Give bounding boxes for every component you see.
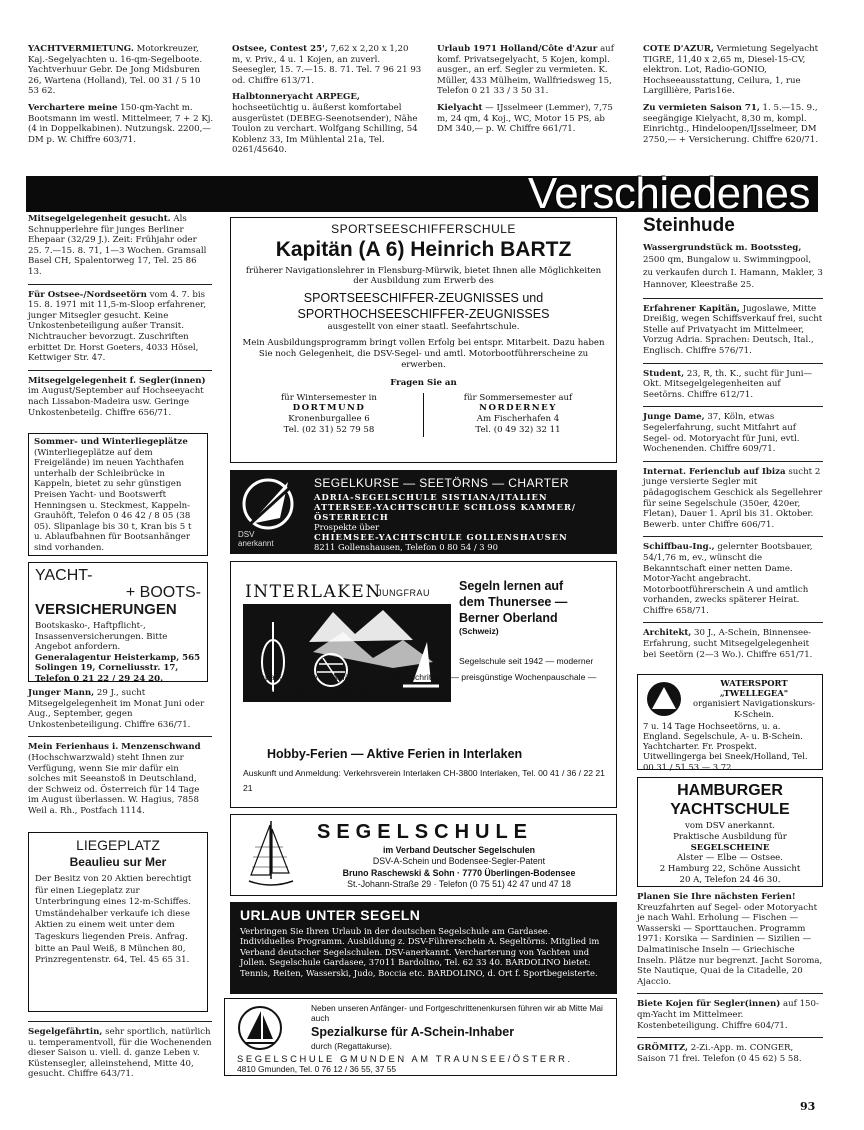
divider bbox=[28, 736, 212, 737]
right-column bbox=[643, 242, 823, 666]
interlaken-ad: INTERLAKEN JUNGFRAU Segeln lernen auf dem Thunersee — Berner Oberland (Schweiz) Segelschule seit 1942 — moderner Bootspark — Kurse für Anfänger und Fortgeschrittene — preisgünstige Wochenpauschale — Bootsvermietung — Bootsführerkurse. Hobby-Ferien — Aktive Ferien in Interlaken Auskunft und Anmeldung: Verkehrsverein Interlaken CH-3800 Interlaken, Tel. 00 41 / 36 / 22 21 21 bbox=[230, 561, 617, 808]
hamburger-yachtschule-ad: HAMBURGER YACHTSCHULE vom DSV anerkannt. Praktische Ausbildung für SEGELSCHEINE Alster — Elbe — Ostsee. 2 Hamburg 22, Schöne Aussicht 20 A, Telefon 24 46 30. bbox=[637, 777, 823, 887]
sail-logo-icon bbox=[240, 474, 302, 532]
triangle-logo-icon bbox=[646, 681, 682, 717]
divider bbox=[637, 993, 823, 994]
urlaub-ad: URLAUB UNTER SEGELN Verbringen Sie Ihren Urlaub in der deutschen Segelschule am Gardasee. Individuelles Programm. Ausbildung z. DSV-Führerschein A. Segeltörns. Mitglied im Verband deutscher Segelschulen. DSV-anerkannt. Vercharterung von Yachten und Jollen. Segelschule Gardasee, 37011 Bardolino, Tel. 62 33 40. BARDOLINO bietet: Tennis, Reiten, Wasserski, Judo, Boccia etc. BARDOLINO, d. Ort f. Sportbegeisterte. bbox=[230, 902, 617, 994]
ad-heading: HAMBURGER bbox=[677, 782, 783, 799]
classified-ad: Junger Mann, 29 J., sucht Mitsegelgelegenheit im Monat Juni oder Aug., September, gegen Unkostenbeteiligung. Chiffre 636/71. bbox=[28, 688, 205, 730]
ad-heading: SEGELSCHULE bbox=[317, 821, 534, 843]
classified-ad: Für Ostsee-/Nordseetörn vom 4. 7. bis 15. 8. 1971 mit 11,5-m-Sloop erfahrener, junger Mitsegler gesucht. Keine Unkostenbeteiligung außer Transit. Nichtraucher bevorzugt. Zuschriften erbittet Dr. Horst Goeters, 4033 Hösel, Kettwiger Str. 47. bbox=[28, 289, 207, 364]
divider bbox=[28, 370, 212, 371]
school-name: SEGELSCHULE GMUNDEN AM TRAUNSEE/ÖSTERR. bbox=[237, 1053, 573, 1064]
adria-ad: DSV anerkannt SEGELKURSE — SEETÖRNS — CHARTER ADRIA-SEGELSCHULE SISTIANA/ITALIEN ATTERSEE-YACHTSCHULE SCHLOSS KAMMER/ ÖSTERREICH Prospekte über CHIEMSEE-YACHTSCHULE GOLLENSHAUSEN 8211 Gollenshausen, Telefon 0 80 54 / 3 90 bbox=[230, 470, 617, 554]
liegeplaetze-ad: Sommer- und Winterliegeplätze (Winterliegeplätze auf dem Freigelände) im neuen Yachthafen unterhalb der Schleibrücke in Kappeln, bietet zu sehr günstigen Preisen Yacht- und Bootswerft Henningsen u. Steckmest, Kappeln-Grauhöft, Telefon 0 46 42 / 8 05 (38 05). Slipanlage bis 30 t, Kran bis 5 t u. Ablaufbahnen für Bootsanhänger sind vorhanden. bbox=[28, 433, 208, 556]
watersport-ad: WATERSPORT „TWELLEGEA" organisiert Navigationskurs-K-Schein. 7 u. 14 Tage Hochseetörns, u. a. England. Segelschule, A- u. B-Schein. Yachtcharter. Fr. Prospekt. Uitwellingerga bei Sneek/Holland, Tel. 00 31 / 51 53 — 3 72. bbox=[637, 674, 823, 770]
page-number: 93 bbox=[800, 1100, 816, 1113]
ad-heading: URLAUB UNTER SEGELN bbox=[240, 907, 421, 923]
classified-ad: Zu vermieten Saison 71, 1. 5.—15. 9., seegängige Kielyacht, 8,30 m, kompl. Einrichtg., Hindeloopen/IJsselmeer, DM 2750,— + Versicherung. Chiffre 620/71. bbox=[643, 102, 819, 145]
sommer-address: für Sommersemester auf NORDERNEY Am Fischerhafen 4 Tel. (0 49 32) 32 11 bbox=[463, 392, 573, 435]
classified-ad: Junge Dame, 37, Köln, etwas Segelerfahrung, sucht Mitfahrt auf Segel- od. Motoryacht für Juni, evtl. Wochenenden. Chiffre 609/71. bbox=[643, 412, 800, 455]
classified-ad: Wassergrundstück m. Bootssteg, 2500 qm, Bungalow u. Swimmingpool, zu verkaufen durch I. Hamann, Makler, 3 Hannover, Kleestraße 25. bbox=[643, 243, 823, 291]
bartz-ad: SPORTSEESCHIFFERSCHULE Kapitän (A 6) Heinrich BARTZ früherer Navigationslehrer in Flensburg-Mürwik, bietet Ihnen alle Möglichkeiten der Ausbildung zum Erwerb des SPORTSEESCHIFFER-ZEUGNISSES und SPORTHOCHSEESCHIFFER-ZEUGNISSES ausgestellt von einer staatl. Seefahrtschule. Mein Ausbildungsprogramm bringt vollen Erfolg bei entspr. Mitarbeit. Dazu haben Sie noch Gelegenheit, die DSV-Segel- und amtl. Motorbootführerscheine zu erwerben. Fragen Sie an für Wintersemester in DORTMUND Kronenburgallee 6 Tel. (02 31) 52 79 58 für Sommersemester auf NORDERNEY Am Fischerhafen 4 Tel. (0 49 32) 32 11 bbox=[230, 217, 617, 463]
section-title: Verschiedenes bbox=[527, 169, 810, 218]
classified-ad: Architekt, 30 J., A-Schein, Binnensee-Erfahrung, sucht Mitsegelgelegenheit bei Seetörn (2—3 Wo.). Chiffre 651/71. bbox=[643, 628, 813, 660]
top-column-2 bbox=[232, 44, 422, 162]
ad-heading: Segeln lernen auf bbox=[459, 579, 564, 593]
classified-ad: Mitsegelgelegenheit f. Segler(innen) im August/September auf Hochseeyacht nach Lissabon-Madeira usw. Geringe Unkostenbeteilg. Chiffre 656/71. bbox=[28, 375, 206, 418]
sailboat-icon bbox=[243, 819, 299, 893]
classified-ad: Mein Ferienhaus i. Menzenschwand (Hochschwarzwald) steht Ihnen zur Verfügung, wenn Sie mir dafür ein solches mit Seeanstoß in Deutschland, der Schweiz od. Österreich für 14 Tage im August überlassen. W. Hagius, 7858 Weil a. Rh., Postfach 1114. bbox=[28, 742, 201, 816]
segelschule-ad: SEGELSCHULE im Verband Deutscher Segelschulen DSV-A-Schein und Bodensee-Segler-Patent Bruno Raschewski & Sohn · 7770 Überlingen-Bodensee St.-Johann-Straße 29 · Telefon (0 75 51) 42 47 und 47 18 bbox=[230, 814, 617, 896]
top-column-3 bbox=[437, 44, 623, 141]
classified-ad: Verchartere meine 150-qm-Yacht m. Bootsmann im westl. Mittelmeer, 7 + 2 Kj. (4 in Doppelkabinen). Nutzungsk. 2200,— DM p. W. Chiffre 603/71. bbox=[28, 102, 214, 145]
classified-ad: Kielyacht — IJsselmeer (Lemmer), 7,75 m, 24 qm, 4 Koj., WC, Motor 15 PS, ab DM 340,— p. W. Chiffre 661/71. bbox=[437, 102, 613, 135]
ad-heading: Hobby-Ferien — Aktive Ferien in Interlaken bbox=[267, 747, 523, 761]
gmunden-ad: Neben unseren Anfänger- und Fortgeschrittenenkursen führen wir ab Mitte Mai auch Spezialkurse für A-Schein-Inhaber durch (Regattakurse). SEGELSCHULE GMUNDEN AM TRAUNSEE/ÖSTERR. 4810 Gmunden, Tel. 0 76 12 / 36 55, 37 55 bbox=[224, 998, 617, 1076]
divider bbox=[637, 1037, 823, 1038]
divider bbox=[643, 461, 823, 462]
left-column-3 bbox=[28, 1018, 212, 1086]
right-column-2 bbox=[637, 892, 823, 1070]
sail-logo-icon bbox=[237, 1005, 283, 1051]
ad-subheading: Beaulieu sur Mer bbox=[69, 855, 167, 869]
top-column-1 bbox=[28, 44, 214, 151]
ad-school-name: SPORTSEESCHIFFERSCHULE bbox=[331, 222, 516, 236]
steinhude-heading: Steinhude bbox=[643, 215, 735, 236]
interlaken-logo: INTERLAKEN bbox=[245, 582, 382, 602]
ad-heading: + BOOTS- bbox=[125, 584, 201, 601]
classified-ad: Internat. Ferienclub auf Ibiza sucht 2 junge versierte Segler mit pädagogischem Geschick als Segellehrer für seine Segelschule (350er, 420er, Fletan), Dauer 1. April bis 31. Oktober. Bewerb. unter Chiffre 606/71. bbox=[643, 466, 823, 530]
classified-ad: Planen Sie Ihre nächsten Ferien! Kreuzfahrten auf Segel- oder Motoryacht je nach Wahl. Erholung — Fischen — Wasserski — Sporttauchen. Programm 1971: Korsika — Sardinien — Sizilien — Dalmatinische Inseln — Griechische Inseln. Plätze nur begrenzt. Jacht Soroma, Ste Nautique, Quai de la Citadelle, 20 Ajaccio. bbox=[637, 892, 823, 987]
divider bbox=[28, 1021, 212, 1022]
top-column-4 bbox=[643, 44, 823, 151]
classified-ad: COTE D'AZUR, Vermietung Segelyacht TIGRE, 11,40 x 2,65 m, Diesel-15-CV, elektron. Lot, Radio-GONIO, Hochseeausstattung, Ceilura, 1, rue Largillière, Paris16e. bbox=[643, 44, 819, 97]
classified-ad: YACHTVERMIETUNG. Motorkreuzer, Kaj.-Segelyachten u. 16-qm-Segelboote. Yachtverhuur Gebr. De Jong Midsburen 26, Wartena (Holland), Tel. 00 31 / 5 10 53 62. bbox=[28, 44, 203, 97]
classified-ad: Student, 23, R, th. K., sucht für Juni—Okt. Mitsegelgelegenheiten auf Seetörns. Chiffre 612/71. bbox=[643, 368, 813, 400]
ad-heading: LIEGEPLATZ bbox=[76, 837, 160, 853]
divider bbox=[28, 284, 212, 285]
ad-heading: SEGELKURSE — SEETÖRNS — CHARTER bbox=[314, 476, 569, 490]
ad-heading: VERSICHERUNGEN bbox=[35, 601, 177, 618]
classified-ad: Biete Kojen für Segler(innen) auf 150-qm-Yacht im Mittelmeer. Kostenbeteiligung. Chiffre 604/71. bbox=[637, 999, 819, 1031]
classified-ad: Urlaub 1971 Holland/Côte d'Azur auf komf. Privatsegelyacht, 5 Kojen, kompl. ausger., an erf. Segler zu vermieten. K. Müller, 433 Mülheim, Wallfriedsweg 15, Telefon 0 21 33 / 3 50 31. bbox=[437, 44, 614, 97]
section-banner bbox=[26, 169, 818, 218]
ad-heading: Spezialkurse für A-Schein-Inhaber bbox=[311, 1025, 515, 1039]
classified-ad: Ostsee, Contest 25', 7,62 x 2,20 x 1,20 m, v. Priv., 4 u. 1 Kojen, an zuverl. Seesegler, 15. 7.—15. 8. 71. Tel. 7 96 21 93 od. Chiffre 613/71. bbox=[232, 44, 422, 86]
ad-heading: Kapitän (A 6) Heinrich BARTZ bbox=[275, 237, 572, 261]
classified-ad: Erfahrener Kapitän, Jugoslawe, Mitte Dreißig, wegen Schiffsverkauf frei, sucht Stelle auf Privatyacht im Mittelmeer, Vorzug Adria. Sprachen: Deutsch, Ital., Englisch. Chiffre 576/71. bbox=[643, 303, 823, 356]
versicherung-ad: YACHT- + BOOTS- VERSICHERUNGEN Bootskasko-, Haftpflicht-, Insassenversicherungen. Bitte Angebot anfordern. Generalagentur Heisterkamp, 565 Solingen 19, Corneliusstr. 17, Telefon 0 21 22 / 29 24 20. bbox=[28, 562, 208, 682]
winter-address: für Wintersemester in DORTMUND Kronenburgallee 6 Tel. (02 31) 52 79 58 bbox=[281, 392, 377, 435]
divider bbox=[643, 363, 823, 364]
divider bbox=[643, 622, 823, 623]
classified-ad: Halbtonneryacht ARPEGE, hochseetüchtig u. äußerst komfortabel ausgerüstet (DEBEG-Seenotsender), Nähe Toulon zu verchart. Wolfgang Schilling, 54 Koblenz 33, Im Mühlental 21a, Tel. 0261/45640. bbox=[232, 92, 418, 156]
classified-ad: Schiffbau-Ing., gelernter Bootsbauer, 54/1,76 m, ev., wünscht die Bekanntschaft einer netten Dame. Motor-Yacht angebracht. Motorbootführerschein A und amtlich vorhanden, zwecks späterer Heirat. Chiffre 658/71. bbox=[643, 542, 813, 616]
classified-ad: Mitsegelgelegenheit gesucht. Als Schnupperlehre für junges Berliner Ehepaar (32/29 J.). Zeit: Frühjahr oder 25. 7.—15. 8. 71, 1—3 Wochen. Gramsall Basel CH, Spalentorweg 17, Tel. 25 86 13. bbox=[28, 214, 207, 277]
divider bbox=[643, 536, 823, 537]
classified-ad: GRÖMITZ, 2-Zi.-App. m. CONGER, Saison 71 frei. Telefon (0 45 62) 5 58. bbox=[637, 1043, 802, 1064]
left-column bbox=[28, 214, 212, 424]
divider bbox=[643, 298, 823, 299]
divider bbox=[643, 406, 823, 407]
classified-ad: Segelgefährtin, sehr sportlich, natürlich u. temperamentvoll, für die Wochenenden dieser Saison u. viell. d. ganze Leben v. Küstensegler, alleinstehend, Mitte 40, gesucht. Chiffre 643/71. bbox=[28, 1027, 212, 1080]
ad-heading: YACHT- bbox=[35, 567, 93, 584]
left-column-2 bbox=[28, 688, 212, 823]
liegeplatz-ad: LIEGEPLATZ Beaulieu sur Mer Der Besitz von 20 Aktien berechtigt für einen Liegeplatz zur Unterbringung eines 12-m-Schiffes. Umständehalber verkaufe ich diese Aktien zu einem weit unter dem Tageskurs liegenden Preis. Anfrag. bitte an Paul Weiß, 8 München 80, Prinzregentenstr. 64, Tel. 45 65 31. bbox=[28, 832, 208, 1012]
